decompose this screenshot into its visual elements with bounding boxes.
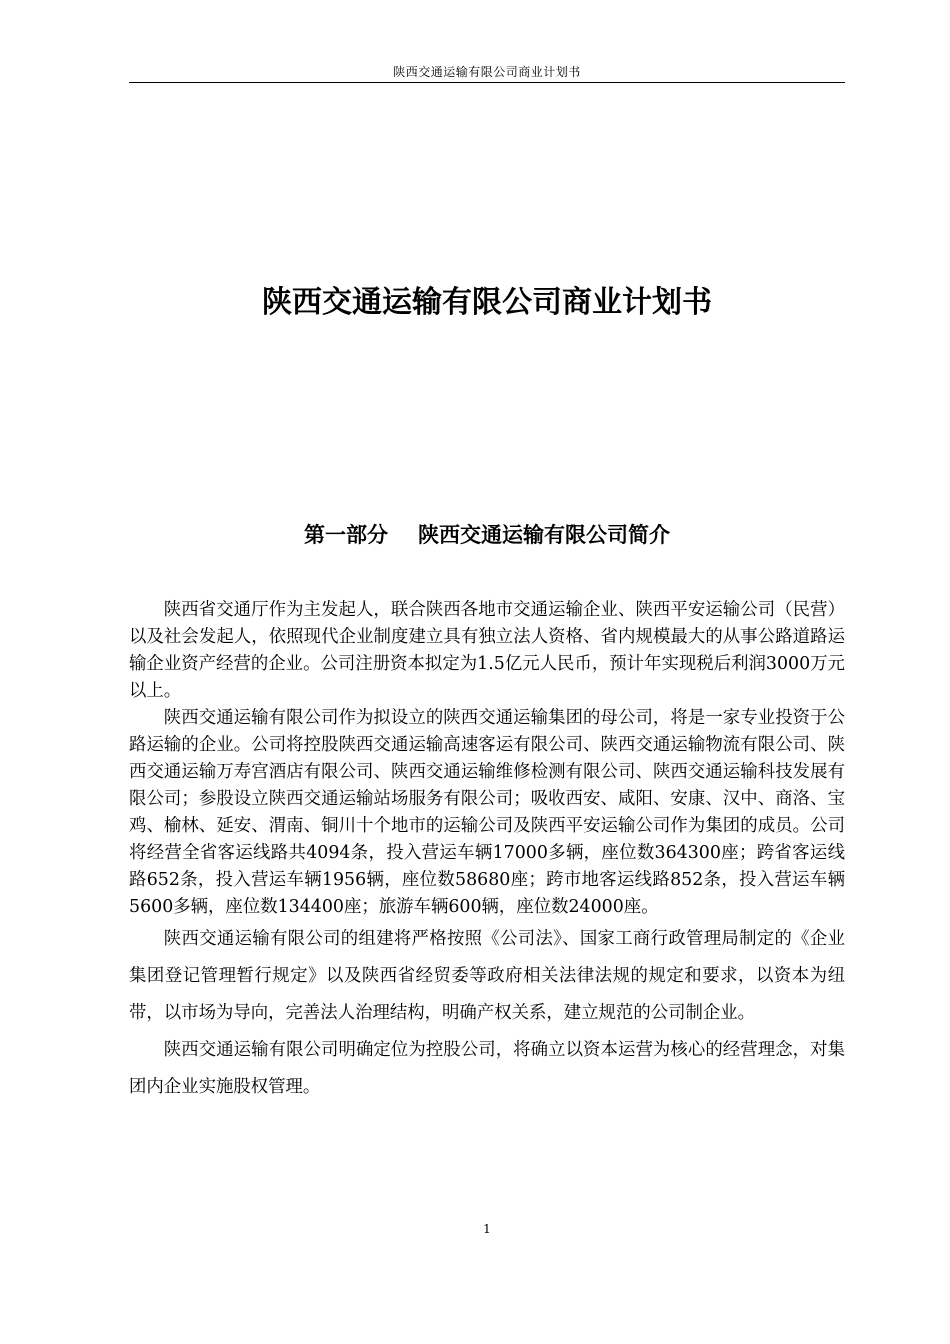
- section-title-text: 陕西交通运输有限公司简介: [418, 523, 670, 547]
- paragraph-company-founding: 陕西省交通厅作为主发起人，联合陕西各地市交通运输企业、陕西平安运输公司（民营）以及社会发起人，依照现代企业制度建立具有独立法人资格、省内规模最大的从事公路道路运输企业资产经营的企业。公司注册资本拟定为1.5亿元人民币，预计年实现税后利润3000万元以上。: [129, 600, 845, 701]
- paragraph-legal-basis: 陕西交通运输有限公司的组建将严格按照《公司法》、国家工商行政管理局制定的《企业集团登记管理暂行规定》以及陕西省经贸委等政府相关法律法规的规定和要求，以资本为纽带，以市场为导向，完善法人治理结构，明确产权关系，建立规范的公司制企业。: [129, 929, 845, 1023]
- header-divider: [129, 82, 845, 83]
- section-number: 第一部分: [304, 523, 388, 547]
- paragraph-group-structure: 陕西交通运输有限公司作为拟设立的陕西交通运输集团的母公司，将是一家专业投资于公路运输的企业。公司将控股陕西交通运输高速客运有限公司、陕西交通运输物流有限公司、陕西交通运输万寿宫酒店有限公司、陕西交通运输维修检测有限公司、陕西交通运输科技发展有限公司；参股设立陕西交通运输站场服务有限公司；吸收西安、咸阳、安康、汉中、商洛、宝鸡、榆林、延安、渭南、铜川十个地市的运输公司及陕西平安运输公司作为集团的成员。公司将经营全省客运线路共4094条，投入营运车辆17000多辆，座位数364300座；跨省客运线路652条，投入营运车辆1956辆，座位数58680座；跨市地客运线路852条，投入营运车辆5600多辆，座位数134400座；旅游车辆600辆，座位数24000座。: [129, 708, 845, 917]
- section-heading: [129, 519, 845, 551]
- document-title: 陕西交通运输有限公司商业计划书: [262, 285, 712, 320]
- paragraph-positioning: 陕西交通运输有限公司明确定位为控股公司，将确立以资本运营为核心的经营理念，对集团内企业实施股权管理。: [129, 1040, 845, 1097]
- page-number: 1: [483, 1222, 491, 1236]
- running-header: 陕西交通运输有限公司商业计划书: [393, 65, 581, 79]
- body-text: [129, 597, 845, 1106]
